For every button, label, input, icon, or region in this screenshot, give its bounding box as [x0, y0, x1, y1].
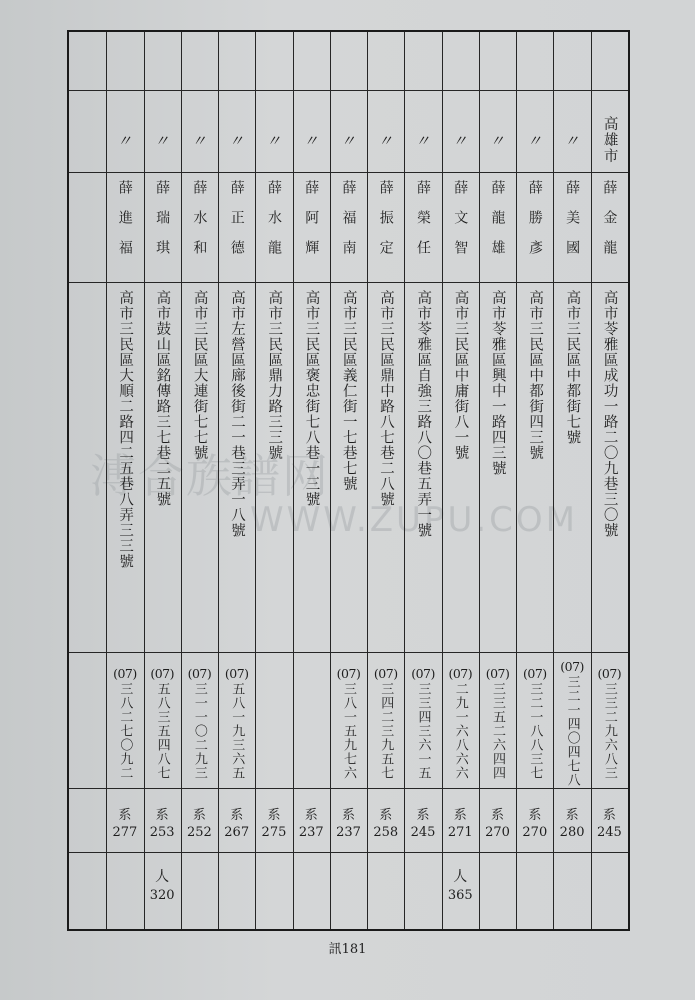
phone-cell	[69, 658, 106, 788]
name-text: 薛文智	[452, 180, 469, 270]
entry-column	[442, 32, 479, 929]
address-text: 高市三民區大連街七七號	[191, 290, 208, 461]
address-text: 高市三民區鼎中路八七巷二八號	[378, 290, 394, 507]
place-cell	[591, 108, 628, 172]
address-cell	[255, 290, 292, 652]
name-text: 薛榮任	[415, 180, 432, 270]
address-cell	[516, 290, 553, 652]
phone-cell	[404, 658, 441, 788]
phone-number: 二九一六八六六	[452, 681, 468, 780]
phone-number: 三三四三六一五	[415, 681, 431, 780]
extra-glyph: 人	[155, 869, 170, 885]
phone-number: 三三五二六四四	[490, 681, 506, 780]
entry-column	[404, 32, 441, 929]
phone-cell	[442, 658, 479, 788]
name-cell	[330, 180, 367, 280]
lineage-number: 237	[298, 825, 324, 840]
entry-column	[293, 32, 330, 929]
lineage-cell	[591, 802, 628, 848]
phone-cell	[479, 658, 516, 788]
name-text: 薛振定	[377, 180, 394, 270]
phone-number: 三三二九六八三	[601, 681, 617, 780]
place-cell	[553, 108, 590, 172]
extra-cell	[553, 861, 590, 913]
extra-cell	[106, 861, 143, 913]
name-cell	[367, 180, 404, 280]
lineage-cell	[553, 802, 590, 848]
place-text: 〃	[340, 131, 357, 150]
lineage-cell	[293, 802, 330, 848]
address-cell	[293, 290, 330, 652]
extra-cell	[181, 861, 218, 913]
lineage-cell	[69, 802, 106, 848]
place-cell	[255, 108, 292, 172]
entry-column	[330, 32, 367, 929]
lineage-glyph: 系	[491, 808, 505, 823]
phone-cell	[218, 658, 255, 788]
name-cell	[591, 180, 628, 280]
area-code: (07)	[560, 658, 584, 674]
lineage-cell	[144, 802, 181, 848]
phone-cell	[106, 658, 143, 788]
extra-cell	[330, 861, 367, 913]
name-text: 薛水龍	[265, 180, 282, 270]
extra-cell	[404, 861, 441, 913]
address-cell	[218, 290, 255, 652]
area-code: (07)	[411, 665, 435, 681]
place-cell	[330, 108, 367, 172]
place-cell	[442, 108, 479, 172]
place-text: 〃	[191, 131, 208, 150]
extra-cell	[516, 861, 553, 913]
area-code: (07)	[485, 665, 510, 681]
lineage-number: 258	[373, 825, 399, 840]
place-text: 〃	[228, 131, 245, 150]
place-text: 〃	[377, 131, 394, 150]
place-text: 高雄市	[601, 116, 618, 164]
lineage-number: 253	[149, 825, 175, 840]
entry-column	[367, 32, 404, 929]
name-text: 薛水和	[191, 180, 208, 270]
address-cell	[181, 290, 218, 652]
entry-column	[479, 32, 516, 929]
name-cell	[479, 180, 516, 280]
address-cell	[479, 290, 516, 652]
place-cell	[516, 108, 553, 172]
lineage-number: 245	[596, 825, 622, 840]
extra-cell	[255, 861, 292, 913]
lineage-glyph: 系	[565, 808, 579, 823]
address-cell	[404, 290, 441, 652]
lineage-glyph: 系	[304, 808, 318, 823]
entry-column	[181, 32, 218, 929]
address-text: 高市左營區廍後街二一巷三弄一八號	[228, 290, 245, 538]
area-code: (07)	[224, 665, 249, 681]
name-text: 薛金龍	[601, 180, 618, 270]
extra-cell	[367, 861, 404, 913]
lineage-glyph: 系	[192, 808, 206, 823]
name-cell	[404, 180, 441, 280]
address-text: 高市三民區中都街四三號	[527, 290, 544, 461]
lineage-cell	[404, 802, 441, 848]
lineage-number: 237	[336, 825, 361, 840]
area-code: (07)	[597, 665, 622, 681]
address-text: 高市三民區大順二路四二五巷八弄三三號	[117, 290, 134, 569]
phone-number: 三二一四〇四七八	[564, 674, 580, 787]
place-text: 〃	[489, 131, 506, 150]
extra-cell	[69, 861, 106, 913]
lineage-number: 277	[112, 825, 138, 840]
watermark-cjk: 溥合族譜网	[90, 449, 330, 503]
name-text: 薛美國	[564, 180, 581, 270]
place-text: 〃	[303, 131, 320, 150]
address-text: 高市三民區褒忠街七八巷一三號	[303, 290, 320, 507]
lineage-number: 267	[224, 825, 250, 840]
lineage-cell	[255, 802, 292, 848]
lineage-number: 271	[447, 825, 473, 840]
phone-cell	[516, 658, 553, 788]
phone-cell	[367, 658, 404, 788]
area-code: (07)	[113, 665, 137, 681]
extra-glyph: 人	[453, 869, 468, 885]
entry-column	[144, 32, 181, 929]
place-cell	[293, 108, 330, 172]
place-text: 〃	[526, 131, 543, 150]
phone-cell	[330, 658, 367, 788]
phone-number: 三二一八八三七	[527, 681, 543, 780]
name-cell	[144, 180, 181, 280]
name-cell	[442, 180, 479, 280]
lineage-glyph: 系	[416, 808, 430, 823]
lineage-cell	[367, 802, 404, 848]
extra-cell	[479, 861, 516, 913]
place-cell	[69, 108, 106, 172]
extra-cell	[144, 861, 181, 913]
name-cell	[516, 180, 553, 280]
extra-number: 365	[447, 888, 473, 903]
address-cell	[69, 290, 106, 652]
area-code: (07)	[150, 665, 174, 681]
entry-column	[69, 32, 106, 929]
phone-cell	[553, 658, 590, 788]
address-cell	[330, 290, 367, 652]
extra-cell	[442, 861, 479, 913]
area-code: (07)	[373, 665, 398, 681]
phone-number: 五八三五四八七	[154, 681, 170, 780]
name-text: 薛阿輝	[303, 180, 320, 270]
place-text: 〃	[116, 131, 133, 150]
address-cell	[106, 290, 143, 652]
address-text: 高市三民區義仁街一七巷七號	[340, 290, 357, 492]
place-cell	[181, 108, 218, 172]
area-code: (07)	[522, 665, 547, 681]
lineage-number: 270	[522, 825, 548, 840]
lineage-cell	[218, 802, 255, 848]
name-cell	[69, 180, 106, 280]
name-text: 薛龍雄	[489, 180, 506, 270]
lineage-glyph: 系	[155, 808, 169, 823]
lineage-glyph: 系	[602, 808, 616, 823]
entry-column	[106, 32, 143, 929]
name-cell	[106, 180, 143, 280]
place-cell	[144, 108, 181, 172]
address-text: 高市苓雅區成功一路二〇九巷三〇號	[601, 290, 618, 538]
phone-number: 三八一五九七六	[340, 681, 356, 780]
name-cell	[218, 180, 255, 280]
lineage-cell	[479, 802, 516, 848]
address-text: 高市三民區中都街七號	[564, 290, 581, 445]
name-text: 薛勝彥	[526, 180, 543, 270]
extra-cell	[591, 861, 628, 913]
name-text: 薛瑞琪	[154, 180, 171, 270]
name-cell	[553, 180, 590, 280]
lineage-number: 275	[261, 825, 287, 840]
lineage-glyph: 系	[528, 808, 542, 823]
lineage-cell	[442, 802, 479, 848]
address-cell	[442, 290, 479, 652]
lineage-glyph: 系	[230, 808, 244, 823]
phone-number: 三八二七〇九二	[117, 681, 133, 780]
watermark-url: WWW.ZUPU.COM	[250, 500, 578, 540]
lineage-glyph: 系	[379, 808, 393, 823]
phone-cell	[255, 658, 292, 788]
address-cell	[144, 290, 181, 652]
name-cell	[293, 180, 330, 280]
address-text: 高市苓雅區興中一路四三號	[489, 290, 506, 476]
ledger-table	[67, 30, 630, 931]
lineage-glyph: 系	[118, 808, 132, 823]
address-cell	[591, 290, 628, 652]
page-number: 訊181	[328, 942, 367, 957]
name-text: 薛正德	[228, 180, 245, 270]
name-text: 薛福南	[340, 180, 357, 270]
extra-cell	[218, 861, 255, 913]
phone-number: 三四二三九五七	[378, 681, 394, 780]
phone-number: 五八一九三六五	[229, 681, 245, 780]
name-cell	[255, 180, 292, 280]
address-text: 高市苓雅區自強三路八〇巷五弄一號	[415, 290, 432, 538]
place-text: 〃	[452, 131, 469, 150]
lineage-cell	[106, 802, 143, 848]
entry-column	[591, 32, 628, 929]
place-cell	[367, 108, 404, 172]
phone-cell	[181, 658, 218, 788]
place-cell	[218, 108, 255, 172]
place-text: 〃	[154, 131, 171, 150]
place-text: 〃	[564, 131, 581, 150]
place-cell	[404, 108, 441, 172]
address-text: 高市三民區鼎力路三三號	[266, 290, 283, 461]
lineage-cell	[516, 802, 553, 848]
extra-cell	[293, 861, 330, 913]
entry-column	[255, 32, 292, 929]
lineage-cell	[181, 802, 218, 848]
entry-column	[516, 32, 553, 929]
lineage-glyph: 系	[341, 808, 355, 823]
entry-column	[553, 32, 590, 929]
area-code: (07)	[187, 665, 212, 681]
lineage-number: 280	[559, 825, 585, 840]
address-text: 高市三民區中庸街八一號	[452, 290, 469, 461]
lineage-glyph: 系	[453, 808, 467, 823]
address-text: 高市鼓山區銘傳路三七巷二五號	[154, 290, 171, 507]
area-code: (07)	[448, 665, 473, 681]
address-cell	[553, 290, 590, 652]
place-text: 〃	[265, 131, 282, 150]
lineage-cell	[330, 802, 367, 848]
phone-cell	[293, 658, 330, 788]
lineage-glyph: 系	[267, 808, 281, 823]
place-cell	[106, 108, 143, 172]
address-cell	[367, 290, 404, 652]
name-cell	[181, 180, 218, 280]
area-code: (07)	[336, 665, 361, 681]
name-text: 薛進福	[116, 180, 133, 270]
lineage-number: 270	[485, 825, 510, 840]
lineage-number: 245	[410, 825, 436, 840]
entry-column	[218, 32, 255, 929]
place-cell	[479, 108, 516, 172]
phone-number: 三一一〇二九三	[191, 681, 207, 780]
phone-cell	[591, 658, 628, 788]
place-text: 〃	[415, 131, 432, 150]
phone-cell	[144, 658, 181, 788]
lineage-number: 252	[187, 825, 212, 840]
extra-number: 320	[149, 888, 175, 903]
